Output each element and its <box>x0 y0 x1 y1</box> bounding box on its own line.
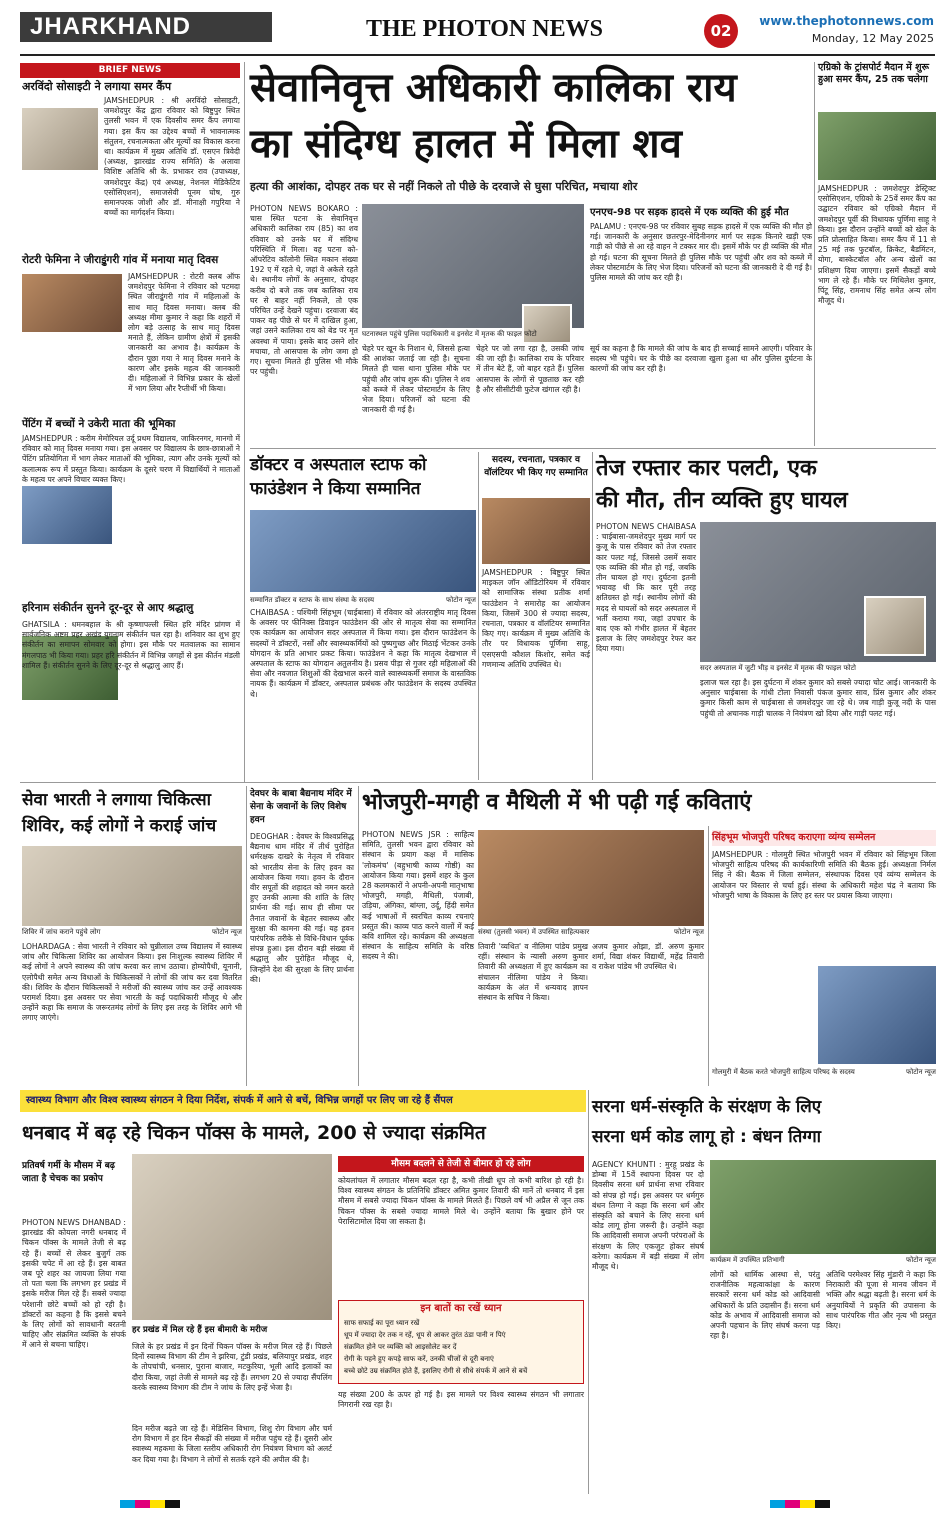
lead-headline-1: सेवानिवृत्त अधिकारी कालिका राय <box>250 65 737 111</box>
sarna-photo <box>710 1160 936 1254</box>
masthead <box>0 0 945 58</box>
chickenpox-headline: धनबाद में बढ़ रहे चिकन पॉक्स के मामले, 200 से ज्यादा संक्रमित <box>22 1122 486 1144</box>
brief-text-1-cont <box>22 180 240 252</box>
lead-text-2: चेहरे पर खून के निशान थे, जिससे हत्या की आशंका जताई जा रही है। सूचना मिलते ही चास थाना पुलिस मौके पर पहुंची और जांच शुरू की। पुलिस ने शव को कब्जे में लेकर पोस्टमार्टम के लिए भेज दिया। परिजनों को घटना की जानकारी दी गई है। <box>362 344 470 415</box>
sarna-text-2: लोगों को धार्मिक आस्था से, परंतु राजनीतिक महत्वाकांक्षा के कारण सरकारें सरना धर्म कोड को आदिवासी अधिकारों के प्रति उदासीन हैं। सरना धर्म कोड के अभाव में आदिवासी समाज को अपनी पहचान के लिए संघर्ष करना पड़ रहा है। <box>710 1270 820 1341</box>
tip-item-1: साफ सफाई का पूरा ध्यान रखें <box>344 1319 420 1327</box>
car-caption: सदर अस्पताल में जुटी भीड़ व इनसेट में मृतक की फाइल फोटो <box>700 664 856 672</box>
journalist-text: JAMSHEDPUR : बिष्टुपुर स्थित माइकल जॉन ऑडिटोरियम में रविवार को सामाजिक संस्था प्रतीक शर्मा फाउंडेशन ने समारोह का आयोजन किया, जिसमें 300 से ज्यादा सदस्य, रचनाता, पत्रकार व वॉलंटियर सम्मानित किए गए। कार्यक्रम में मुख्य अतिथि के तौर पर विधायक पूर्णिमा साहू, एसएसपी कौशल किशोर, समेत कई गणमान्य अतिथि उपस्थित थे। <box>482 568 590 669</box>
sarna-text-1: AGENCY KHUNTI : मुरहू प्रखंड के डोम्बा में 15वें स्थापना दिवस पर दो दिवसीय सरना धर्म प्रार्थना सभा रविवार को संपन्न हो गई। इस अवसर पर धर्मगुरु बंधन तिग्गा ने कहा कि सरना धर्म और संस्कृति को बचाने के लिए सरना धर्म कोड लागू होना जरूरी है। उन्होंने कहा कि आदिवासी समाज अपनी परंपराओं के संरक्षण के लिए एकजुट होकर संघर्ष करेगा। कार्यक्रम में बड़ी संख्या में लोग मौजूद थे। <box>592 1160 704 1272</box>
sewa-headline-1: सेवा भारती ने लगाया चिकित्सा <box>22 790 212 810</box>
print-color-bar-2 <box>770 1500 830 1508</box>
chickenpox-side-headline: प्रतिवर्ष गर्मी के मौसम में बढ़ जाता है चेचक का प्रकोप <box>22 1161 115 1184</box>
lead-text-3: चेहरे पर जो लगा रहा है, उसकी जांच की जा रही है। कालिका राय के परिवार में तीन बेटे हैं, जो बाहर रहते हैं। पुलिस आसपास के लोगों से पूछताछ कर रही है और सीसीटीवी फुटेज खंगाल रही है। <box>476 344 584 394</box>
brief-text-3: JAMSHEDPUR : करीम मेमोरियल उर्दू प्रथम विद्यालय, जाकिरनगर, मानगो में रविवार को मातृ दिवस मनाया गया। इस अवसर पर विद्यालय के छात्र-छात्राओं ने पेंटिंग प्रतियोगिता में भाग लेकर माताओं की भूमिका, त्याग और उनके मूल्यों को कलात्मक रूप में प्रस्तुत किया। कार्यक्रम के दूसरे चरण में विद्यार्थियों ने माताओं के महत्व पर अपने विचार व्यक्त किए। <box>22 434 240 484</box>
bhojpuri-text-2: तिवारी 'व्यथित' व नीलिमा पांडेय प्रमुख रहीं। संस्थान के न्यासी अरुण कुमार तिवारी की अध्यक्षता में हुए कार्यक्रम का संचालन नीलिमा पांडेय ने किया। कार्यक्रम के अंत में धन्यवाद ज्ञापन संस्थान के सचिव ने किया। <box>478 942 588 1003</box>
print-color-bar <box>120 1500 180 1508</box>
singhbhum-text-cont <box>712 966 814 1064</box>
nh98-headline: एनएच-98 पर सड़क हादसे में एक व्यक्ति की हुई मौत <box>590 207 789 218</box>
doctor-caption: सम्मानित डॉक्टर व स्टाफ के साथ संस्था के सदस्य <box>250 596 375 604</box>
singhbhum-headline: सिंहभूम भोजपुरी परिषद कराएगा व्यंग्य सम्मेलन <box>712 832 876 843</box>
brief-news-title: BRIEF NEWS <box>98 65 162 75</box>
bhojpuri-text-3: अजय कुमार ओझा, डॉ. अरुण कुमार शर्मा, विद्या शंकर विद्यार्थी, महेंद्र तिवारी व राकेश पांडेय भी उपस्थित थे। <box>592 942 704 972</box>
bhojpuri-credit: फोटोन न्यूज <box>674 928 704 936</box>
weather-headline: मौसम बदलने से तेजी से बीमार हो रहे लोग <box>391 1159 531 1169</box>
page-number: 02 <box>710 22 732 40</box>
car-text-2: इलाज चल रहा है। इस दुर्घटना में शंकर कुमार को सबसे ज्यादा चोट आई। जानकारी के अनुसार चाईबासा के गांधी टोला निवासी पंकज कुमार साव, प्रिंस कुमार और शंकर कुमार किसी काम से चाईबासा से जमशेदपुर जा रहे थे। जब गाड़ी कुजू नदी के पास पहुंची तो अचानक गाड़ी चालक ने नियंत्रण खो दिया और गाड़ी पलट गई। <box>700 678 936 718</box>
paper-name: THE PHOTON NEWS <box>366 16 603 42</box>
section-title: JHARKHAND <box>30 13 192 40</box>
brief-text-4: GHATSILA : धमनबहाल के श्री कृष्णापल्ली स्थित हरि मंदिर प्रांगण में सार्वजनिक अष्टम प्रहर अखंड युगनाम संकीर्तन चल रहा है। शनिवार का शुभ हुए संकीर्तन का समापन सोमवार को होगा। इस मौके पर मतवालक का सामान मंगलपाठ भी किया गया। प्रहर हरि संकीर्तन में विभिन्न जगहों से इस कीर्तन मंडली शामिल हैं। संकीर्तन सुनने के लिए दूर-दूर से श्रद्धालु आए हैं। <box>22 620 240 670</box>
sarna-headline-1: सरना धर्म-संस्कृति के संरक्षण के लिए <box>592 1097 822 1117</box>
car-inset-photo <box>864 596 926 656</box>
brief-headline-2: रोटरी फेमिना ने जीराइुंगरी गांव में मनाया मातृ दिवस <box>22 254 219 266</box>
bhojpuri-photo <box>478 830 704 926</box>
tip-item-3: संक्रमित होने पर व्यक्ति को आइसोलेट कर दें <box>344 1343 457 1351</box>
chickenpox-bottom-text-2: दिन मरीज बढ़ते जा रहे हैं। मेडिसिन विभाग, शिशु रोग विभाग और चर्म रोग विभाग में हर दिन सैकड़ों की संख्या में मरीज पहुंच रहे हैं। दूसरी ओर स्वास्थ्य महकमा के जिला स्तरीय अधिकारी रोग नियंत्रण विभाग को अलर्ट कर दिया गया है। विभाग ने लोगों से सतर्क रहने की अपील की है। <box>132 1424 332 1464</box>
journalist-headline: सदस्य, रचनाता, पत्रकार व वॉलंटियर भी किए गए सम्मानित <box>484 455 588 478</box>
car-headline-2: की मौत, तीन व्यक्ति हुए घायल <box>596 488 848 513</box>
lead-subhead: हत्या की आशंका, दोपहर तक घर से नहीं निकले तो पीछे के दरवाजे से घुसा परिचित, मचाया शोर <box>250 180 638 193</box>
chickenpox-illustration <box>132 1154 332 1320</box>
issue-date: Monday, 12 May 2025 <box>811 32 934 45</box>
brief-headline-1: अरविंदो सोसाइटी ने लगाया समर कैंप <box>22 80 172 93</box>
doctor-headline-1: डॉक्टर व अस्पताल स्टाफ को <box>250 455 427 475</box>
lead-headline-2: का संदिग्ध हालत में मिला शव <box>250 121 682 167</box>
chickenpox-bottom-text-3: यह संख्या 200 के ऊपर हो गई है। इस मामले पर विश्व स्वास्थ्य संगठन भी लगातार निगरानी रख रहा है। <box>338 1390 584 1410</box>
chickenpox-side-text: PHOTON NEWS DHANBAD : झारखंड की कोयला नगरी धनबाद में चिकन पॉक्स के मामले तेजी से बढ़ रहे हैं। बच्चों से लेकर बुजुर्ग तक इसकी चपेट में आ रहे हैं। इस बाबत जब पूरे शहर का जायजा लिया गया तो पता चला कि लगभग हर प्रखंड में इसके मरीज मिल रहे हैं। सबसे ज्यादा परेशानी छोटे बच्चों को हो रही है। डॉक्टरों का कहना है कि इससे बचने के लिए लोगों को सावधानी बरतनी चाहिए और संक्रमित व्यक्ति के संपर्क में आने से बचना चाहिए। <box>22 1218 126 1350</box>
brief-headline-4: हरिनाम संकीर्तन सुनने दूर-दूर से आए श्रद्धालु <box>22 602 194 614</box>
summer-camp-text: JAMSHEDPUR : जमशेदपुर डेस्ट्रिक्ट एसोसिएशन, एग्रिको के 25वें समर कैंप का उद्घाटन रविवार को एग्रिको मैदान में जमशेदपुर पूर्वी की विधायक पूर्णिमा साहू ने किया। इस दौरान उन्होंने बच्चों को खेल के प्रति प्रोत्साहित किया। समर कैंप में 11 से 25 मई तक फुटबॉल, क्रिकेट, बैडमिंटन, योगा, बास्केटबॉल और अन्य खेलों का प्रशिक्षण दिया जाएगा। इसमें सैकड़ों बच्चे भाग ले रहे हैं। मौके पर मिथिलेश कुमार, पिंटू सिंह, रामनाथ सिंह समेत अन्य लोग मौजूद थे। <box>818 184 936 306</box>
brief-photo-1 <box>22 108 98 170</box>
weather-text: कोयलांचल में लगातार मौसम बदल रहा है, कभी तीखी धूप तो कभी बारिश हो रही है। विश्व स्वास्थ्य संगठन के प्रतिनिधि डॉक्टर अमित कुमार तिवारी की मानें तो धनबाद में इस मौसम में सबसे ज्यादा चिकन पॉक्स के मामले मिलते हैं। पिछले वर्ष भी अप्रैल से जून तक चिकन पॉक्स के सबसे ज्यादा मामले मिले थे। उन्होंने बताया कि बुखार होने पर पेरासिटामोल दिया जा सकता है। <box>338 1176 584 1226</box>
doctor-credit: फोटोन न्यूज <box>446 596 476 604</box>
car-headline-1: तेज रफ्तार कार पलटी, एक <box>596 456 817 481</box>
chickenpox-bottom-text: जिले के हर प्रखंड में इन दिनों चिकन पॉक्स के मरीज मिल रहे हैं। पिछले दिनों स्वास्थ्य विभाग की टीम ने झरिया, टुंडी प्रखंड, बलियापुर प्रखंड, शहर के तोपचांची, धनसार, पुराना बाजार, मटकुरिया, भूली आदि इलाकों का दौरा किया, जहां तेजी से मामले बढ़ रहे हैं। लगभग 20 से ज्यादा सैंपलिंग करके स्वास्थ्य विभाग की टीम ने जांच के लिए इन्हें भेजा है। <box>132 1342 332 1392</box>
lead-photo-caption: घटनास्थल पहुंचे पुलिस पदाधिकारी व इनसेट में मृतक की फाइल फोटो <box>362 330 537 338</box>
sarna-credit: फोटोन न्यूज <box>906 1256 936 1264</box>
journalist-photo <box>482 498 590 564</box>
health-ticker: स्वास्थ्य विभाग और विश्व स्वास्थ्य संगठन ने दिया निर्देश, संपर्क में आने से बचें, विभिन्न जगहों पर लिए जा रहे हैं सैंपल <box>26 1095 453 1106</box>
brief-headline-3: पेंटिंग में बच्चों ने उकेरी माता की भूमिका <box>22 418 176 430</box>
sarna-headline-2: सरना धर्म कोड लागू हो : बंधन तिग्गा <box>592 1127 822 1147</box>
sarna-text-3: अतिथि परमेश्वर सिंह मुंडारी ने कहा कि निराकारी की पूजा से मानव जीवन में भक्ति और श्रद्धा बढ़ती है। सरना धर्म के अनुयायियों ने प्रकृति की उपासना के साथ पारंपरिक गीत और नृत्य भी प्रस्तुत किए। <box>826 1270 936 1331</box>
deoghar-headline: देवघर के बाबा बैद्यनाथ मंदिर में सेना के जवानों के लिए विशेष हवन <box>250 789 352 825</box>
singhbhum-text: JAMSHEDPUR : गोलमुरी स्थित भोजपुरी भवन में रविवार को सिंहभूम जिला भोजपुरी साहित्य परिषद की कार्यकारिणी समिति की बैठक हुई। अध्यक्षता निर्मल सिंह ने की। बैठक में जिला सम्मेलन, संस्थापक दिवस एवं व्यंग्य सम्मेलन के आयोजन पर विस्तार से चर्चा हुई। संस्था के अधिकारी महेश चंद्र ने बताया कि भोजपुरी भाषा के विकास के लिए हर स्तर पर प्रयास किया जाएगा। <box>712 850 936 900</box>
summer-camp-headline: एग्रिको के ट्रांसपोर्ट मैदान में शुरू हुआ समर कैंप, 25 तक चलेगा <box>818 62 929 85</box>
tip-item-2: धूप में ज्यादा देर तक न रहें, धूप से आकर तुरंत ठंडा पानी न पिएं <box>344 1331 506 1339</box>
chickenpox-img-caption: हर प्रखंड में मिल रहे हैं इस बीमारी के मरीज <box>132 1325 268 1335</box>
tip-item-5: बच्चे छोटे उम्र संक्रमित होते हैं, इसलिए रोगी से सीधे संपर्क में आने से बचें <box>344 1367 528 1375</box>
sewa-headline-2: शिविर, कई लोगों ने कराई जांच <box>22 816 217 836</box>
doctor-headline-2: फाउंडेशन ने किया सम्मानित <box>250 479 421 499</box>
tip-item-4: रोगी के पहने हुए कपड़े साफ करें, उनकी चीजों से दूरी बनाएं <box>344 1355 494 1363</box>
sewa-credit: फोटोन न्यूज <box>212 928 242 936</box>
nh98-text: PALAMU : एनएच-98 पर रविवार सुबह सड़क हादसे में एक व्यक्ति की मौत हो गई। जानकारी के अनुसार छतरपुर-मेदिनीनगर मार्ग पर सड़क किनारे खड़ी एक गाड़ी को पीछे से आ रहे वाहन ने टक्कर मार दी। इसमें मौके पर ही व्यक्ति की मौत हो गई। घटना की सूचना मिलते ही पुलिस मौके पर पहुंची और शव को कब्जे में लेकर पोस्टमार्टम के लिए भेज दिया। परिजनों को घटना की जानकारी दे दी गई है। पुलिस मामले की जांच कर रही है। <box>590 222 812 283</box>
singhbhum-caption: गोलमुरी में बैठक करते भोजपुरी साहित्य परिषद के सदस्य <box>712 1068 855 1076</box>
car-text: PHOTON NEWS CHAIBASA : चाईबासा-जमशेदपुर मुख्य मार्ग पर कुजू के पास रविवार को तेज रफ्तार कार पलट गई, जिससे उसमें सवार एक व्यक्ति की मौत हो गई, जबकि तीन घायल हो गए। दुर्घटना इतनी भयावह थी कि कार पूरी तरह क्षतिग्रस्त हो गई। स्थानीय लोगों की मदद से घायलों को सदर अस्पताल में भर्ती कराया गया, जहां उपचार के बाद एक को गंभीर हालत में बेहतर इलाज के लिए जमशेदपुर रेफर कर दिया गया। <box>596 522 696 654</box>
brief-photo-2 <box>22 274 122 332</box>
sewa-photo <box>22 846 242 926</box>
bhojpuri-caption: संस्था (तुलसी भवन) में उपस्थित साहित्यकार <box>478 928 590 936</box>
bhojpuri-text-1: PHOTON NEWS JSR : साहित्य समिति, तुलसी भवन द्वारा रविवार को संस्थान के प्रयाग कक्ष में मासिक 'लोकमंच' (बहुभाषी काव्य गोष्ठी) का आयोजन किया गया। इसमें शहर के कुल 28 कलमकारों ने अपनी-अपनी मातृभाषा भोजपुरी, मगही, मैथिली, पंजाबी, उड़िया, अंगिका, बांग्ला, उर्दू, हिंदी समेत कई भाषाओं में स्वरचित काव्य रचनाएं प्रस्तुत की। काव्य पाठ करने वालों में कई कवि शामिल रहे। कार्यक्रम की अध्यक्षता संस्थान के साहित्य समिति के वरिष्ठ सदस्य ने की। <box>362 830 474 962</box>
sarna-caption: कार्यक्रम में उपस्थित प्रतिभागी <box>710 1256 785 1264</box>
deoghar-text: DEOGHAR : देवघर के विश्वप्रसिद्ध बैद्यनाथ धाम मंदिर में तीर्थ पुरोहित धर्मरक्षक दाखरे के नेतृत्व में रविवार को भारतीय सेना के लिए हवन का आयोजन किया गया। हवन के दौरान वीर सपूतों की शहादत को नमन करते हुए उनकी आत्मा की शांति के लिए प्रार्थना की गई। साथ ही सीमा पर तैनात जवानों के बेहतर स्वास्थ्य और सुरक्षा की कामना की गई। यह हवन पारंपरिक तरीके से विधि-विधान पूर्वक संपन्न हुआ। इस दौरान बड़ी संख्या में श्रद्धालु और पुरोहित मौजूद थे, जिन्होंने देश की सुरक्षा के लिए प्रार्थना की। <box>250 832 354 984</box>
summer-camp-photo <box>818 112 936 180</box>
bhojpuri-headline: भोजपुरी-मगही व मैथिली में भी पढ़ी गई कविताएं <box>362 790 752 815</box>
brief-text-2: JAMSHEDPUR : रोटरी क्लब ऑफ जमशेदपुर फेमिना ने रविवार को पटमदा स्थित जीराइुंगरी गांव में महिलाओं के साथ मातृ दिवस मनाया। क्लब की अध्यक्ष मीमा कुमार ने कहा कि शहरों में लोग बड़े उत्साह के साथ मातृ दिवस मनाते हैं, लेकिन ग्रामीण क्षेत्रों में इसकी जानकारी का अभाव है। कार्यक्रम के दौरान पूछा गया ने मातृ दिवस मनाने के कारण और इसके महत्व की जानकारी दी। महिलाओं ने विभिन्न प्रकार के खेलों में भाग लिया और रैप्तीर्थी भी किया। <box>128 272 240 394</box>
singhbhum-credit: फोटोन न्यूज <box>906 1068 936 1076</box>
singhbhum-photo <box>818 966 936 1064</box>
brief-text-1: JAMSHEDPUR : श्री अरविंदो सोसाइटी, जमशेदपुर केंद्र द्वारा रविवार को बिष्टुपुर स्थित तुलसी भवन में एक दिवसीय समर कैंप लगाया गया। इस कैंप का उद्देश्य बच्चों में भावनात्मक संतुलन, रचनात्मकता और मूल्यों का विकास करना था। कार्यक्रम में मुख्य अतिथि डॉ. एसएन त्रिवेदी (अध्यक्ष, झारखंड राज्य समिति) के अलावा विशिष्ट अतिथि श्री के. प्रभाकर राव (उपाध्यक्ष, जमशेदपुर केंद्र) एवं अध्यक्ष, नेशनल मेडिकेटिव एसोसिएशन), समाजसेवी पूनम घोष, गुरु समानपरक जोशी और डॉ. मीनाक्षी गपुरिया ने बच्चों का मार्गदर्शन किया। <box>104 96 240 218</box>
sewa-text: LOHARDAGA : सेवा भारती ने रविवार को चुन्नीलाल उच्च विद्यालय में स्वास्थ्य जांच और चिकित्सा शिविर का आयोजन किया। इस निःशुल्क स्वास्थ्य शिविर में कई लोगों ने अपने स्वास्थ्य की जांच करवा कर लाभ उठाया। होम्योपैथी, यूनानी, एलोपैथी समेत अन्य विधाओं के चिकित्सकों ने लोगों की जांच कर दवा वितरित की। शिविर के दौरान चिकित्सकों ने मरीजों की स्वास्थ्य जांच कर उन्हें आवश्यक परामर्श दिया। इस अवसर पर सेवा भारती के कई पदाधिकारी मौजूद थे और उन्होंने कहा कि समाज के जरूरतमंद लोगों के लिए इस तरह के शिविर आगे भी लगाए जाएंगे। <box>22 942 242 1023</box>
lead-text-1: PHOTON NEWS BOKARO : चास स्थित पटना के सेवानिवृत्त अधिकारी कालिका राय (85) का शव रविवार को उनके घर में संदिग्ध परिस्थिति में मिला। वह पटना को-ऑपरेटिव कॉलोनी स्थित मकान संख्या 192 ए में रहते थे, जहां वे अकेले रहते थे। स्थानीय लोगों के अनुसार, दोपहर करीब दो बजे तक जब कालिका राय घर से बाहर नहीं निकले, तो एक परिचित उन्हें देखने पहुंचा। दरवाजा बंद पाकर वह पीछे से घर में दाखिल हुआ, जहां उसने कालिका राय को बेड पर मृत अवस्था में पाया। इसके बाद उसने शोर मचाया, तो आसपास के लोग जमा हो गए। सूचना मिलते ही पुलिस भी मौके पर पहुंची। <box>250 204 358 377</box>
tips-headline: इन बातों का रखें ध्यान <box>420 1303 502 1314</box>
doctor-photo <box>250 510 476 592</box>
doctor-text: CHAIBASA : पश्चिमी सिंहभूम (चाईबासा) में रविवार को अंतरराष्ट्रीय मातृ दिवस के अवसर पर फीनिक्स डिवाइन फाउंडेशन की ओर से मातृत्व सेवा का सम्मानित एक कार्यक्रम का आयोजन सदर अस्पताल में किया गया। इस दौरान फाउंडेशन के सदस्यों ने डॉक्टरों, नर्सों और स्वास्थ्यकर्मियों को पुष्पगुच्छ और मिठाई भेंटकर उनके योगदान के प्रति आभार प्रकट किया। फाउंडेशन ने कहा कि मातृत्व देखभाल में अस्पताल के स्टाफ का योगदान अतुलनीय है। प्रसव पीड़ा से गुजर रही महिलाओं की सेवा और नवजात शिशुओं की देखभाल करने वाले स्वास्थ्यकर्मी समाज के वास्तविक नायक हैं। कार्यक्रम में डॉक्टर, अस्पताल प्रबंधक और फाउंडेशन के सदस्य उपस्थित थे। <box>250 608 476 699</box>
sewa-caption: शिविर में जांच कराने पहुंचे लोग <box>22 928 101 936</box>
nh98-text-2: सूर्य का कहना है कि मामले की जांच के बाद ही सच्चाई सामने आएगी। परिवार के सदस्य भी पहुंचे। घर के पीछे का दरवाजा खुला हुआ था और पुलिस दुर्घटना के कारणों की जांच कर रही है। <box>590 344 812 374</box>
website-link[interactable]: www.thephotonnews.com <box>759 14 934 28</box>
